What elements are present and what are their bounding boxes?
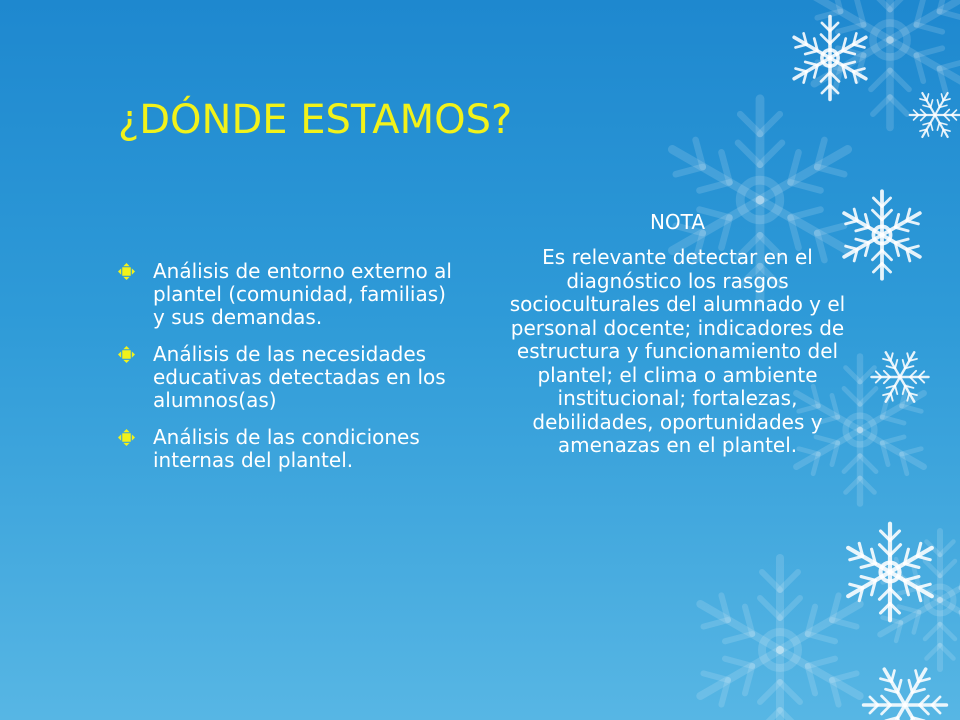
bullet-text: Análisis de las necesidades educativas detectadas en los alumnos(as) bbox=[153, 342, 446, 412]
bullet-list bbox=[118, 260, 463, 486]
bullet-text: Análisis de las condiciones internas del plantel. bbox=[153, 425, 420, 472]
list-item bbox=[118, 343, 463, 412]
diamond-arrows-icon bbox=[118, 346, 135, 363]
note-box bbox=[505, 206, 850, 458]
slide-title: ¿DÓNDE ESTAMOS? bbox=[118, 97, 513, 143]
snowflake-icon bbox=[839, 191, 924, 278]
snowflake-icon bbox=[910, 90, 960, 139]
snowflake-icon bbox=[864, 665, 947, 720]
bullet-text: Análisis de entorno externo al plantel (comunidad, familias) y sus demandas. bbox=[153, 259, 452, 329]
diamond-arrows-icon bbox=[118, 429, 135, 446]
note-body: Es relevante detectar en el diagnóstico los rasgos socioculturales del alumnado y el personal docente; indicadores de estructura y funcionamiento del plantel; el clima o ambiente institucional; fortalezas, debilidades, oportunidades y amenazas en el plantel. bbox=[509, 245, 846, 457]
list-item bbox=[118, 260, 463, 329]
note-heading: NOTA bbox=[649, 210, 706, 234]
diamond-arrows-icon bbox=[118, 263, 135, 280]
list-item bbox=[118, 426, 463, 472]
